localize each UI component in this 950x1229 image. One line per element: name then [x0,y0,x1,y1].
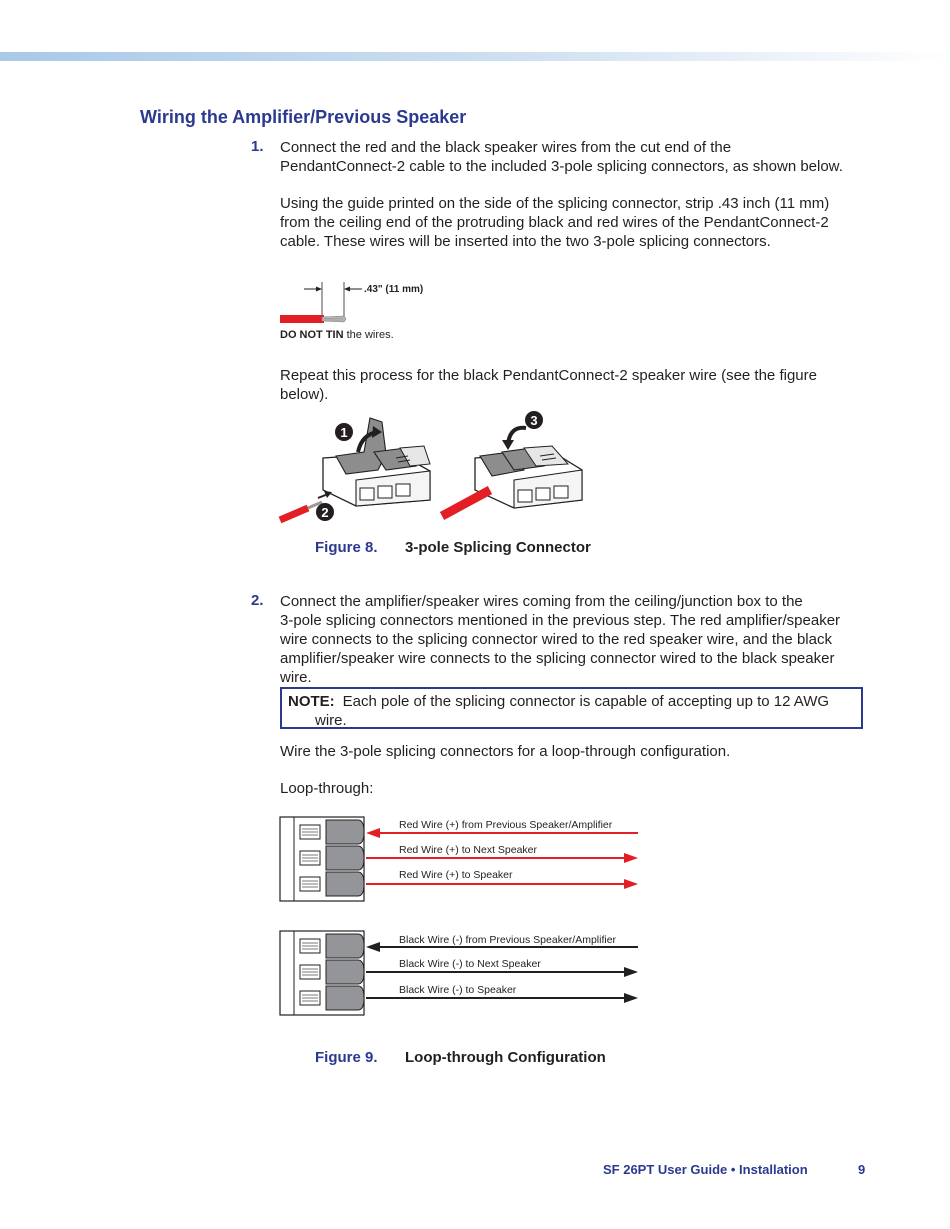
footer-page-number: 9 [858,1162,866,1177]
do-not-tin-caption [280,329,394,341]
step1-line2: PendantConnect-2 cable to the included 3-pole splicing connectors, as shown below. [280,158,843,175]
note-label: NOTE: [288,693,335,710]
repeat-paragraph [280,366,870,404]
wire-strip-diagram [278,278,438,328]
figure9-title: Loop-through Configuration [405,1049,606,1066]
bare-wire-strands [322,316,346,322]
do-not-tin-rest: the wires. [343,329,394,341]
svg-text:2: 2 [321,505,329,520]
callout-3 [525,411,543,429]
step2-line1: Connect the amplifier/speaker wires coming from the ceiling/junction box to the [280,593,803,610]
step1-paragraph [280,138,870,176]
red-connector [280,817,364,901]
strip-line1: Using the guide printed on the side of the splicing connector, strip .43 inch (11 mm) [280,195,830,212]
inserted-wire-red-2 [442,490,490,516]
splicing-connector-illustration [278,408,588,528]
figure8-caption [315,539,591,556]
figure9-caption [315,1049,606,1066]
strip-line3: cable. These wires will be inserted into the two 3-pole splicing connectors. [280,233,771,250]
strip-line2: from the ceiling end of the protruding black and red wires of the PendantConnect-2 [280,214,829,231]
red-wire-speaker [366,869,638,889]
step-number-2: 2. [251,592,264,609]
step2-line2: 3-pole splicing connectors mentioned in the previous step. The red amplifier/speaker [280,612,841,629]
step1-line1: Connect the red and the black speaker wires from the cut end of the [280,139,732,156]
svg-text:Red Wire (+) to Speaker: Red Wire (+) to Speaker [399,869,513,881]
figure9-label: Figure 9. [315,1049,378,1066]
red-wire-in [366,819,638,838]
svg-text:Black Wire (-) from Previous S: Black Wire (-) from Previous Speaker/Amplifier [399,934,617,946]
footer-title: SF 26PT User Guide • Installation [603,1162,808,1177]
black-connector [280,931,364,1015]
note-line1: Each pole of the splicing connector is capable of accepting up to 12 AWG [342,693,830,710]
inserted-wire-red [280,508,308,520]
step2-line3: wire connects to the splicing connector wired to the red speaker wire, and the black [280,631,832,648]
connector-open-lever [280,418,430,520]
strip-dimension-label: .43" (11 mm) [364,284,424,295]
callout-2 [316,503,334,521]
red-wire-next [366,844,638,863]
svg-text:Black Wire (-) to Next Speaker: Black Wire (-) to Next Speaker [399,958,541,970]
step2-line4: amplifier/speaker wire connects to the splicing connector wired to the black speaker [280,650,835,667]
loop-through-heading: Loop-through: [280,780,374,797]
figure8-label: Figure 8. [315,539,378,556]
section-title: Wiring the Amplifier/Previous Speaker [140,107,467,127]
black-wire-next [366,958,638,977]
svg-text:1: 1 [340,425,348,440]
svg-text:Red Wire (+) from Previous Spe: Red Wire (+) from Previous Speaker/Amplifier [399,819,613,831]
note-box [280,687,863,729]
do-not-tin-emphasis: DO NOT TIN [280,329,344,341]
loop-instruction: Wire the 3-pole splicing connectors for a loop-through configuration. [280,743,731,760]
note-line2: wire. [315,712,347,729]
repeat-line1: Repeat this process for the black PendantConnect-2 speaker wire (see the figure [280,367,817,384]
strip-instructions-paragraph [280,194,870,251]
header-gradient-bar [0,52,950,61]
black-wire-speaker [366,984,638,1003]
svg-text:Red Wire (+) to Next Speaker: Red Wire (+) to Next Speaker [399,844,538,856]
figure8-title: 3-pole Splicing Connector [405,539,591,556]
repeat-line2: below). [280,386,329,403]
step-number-1: 1. [251,138,264,155]
svg-text:Black Wire (-) to Speaker: Black Wire (-) to Speaker [399,984,517,996]
callout-1 [335,423,353,441]
svg-text:3: 3 [530,413,538,428]
step2-paragraph [280,592,870,687]
black-wire-in [366,934,638,952]
step2-line5: wire. [280,669,312,686]
connector-closed-lever [442,428,582,516]
loop-through-diagram [278,812,648,1022]
red-wire-insulation [280,315,324,323]
